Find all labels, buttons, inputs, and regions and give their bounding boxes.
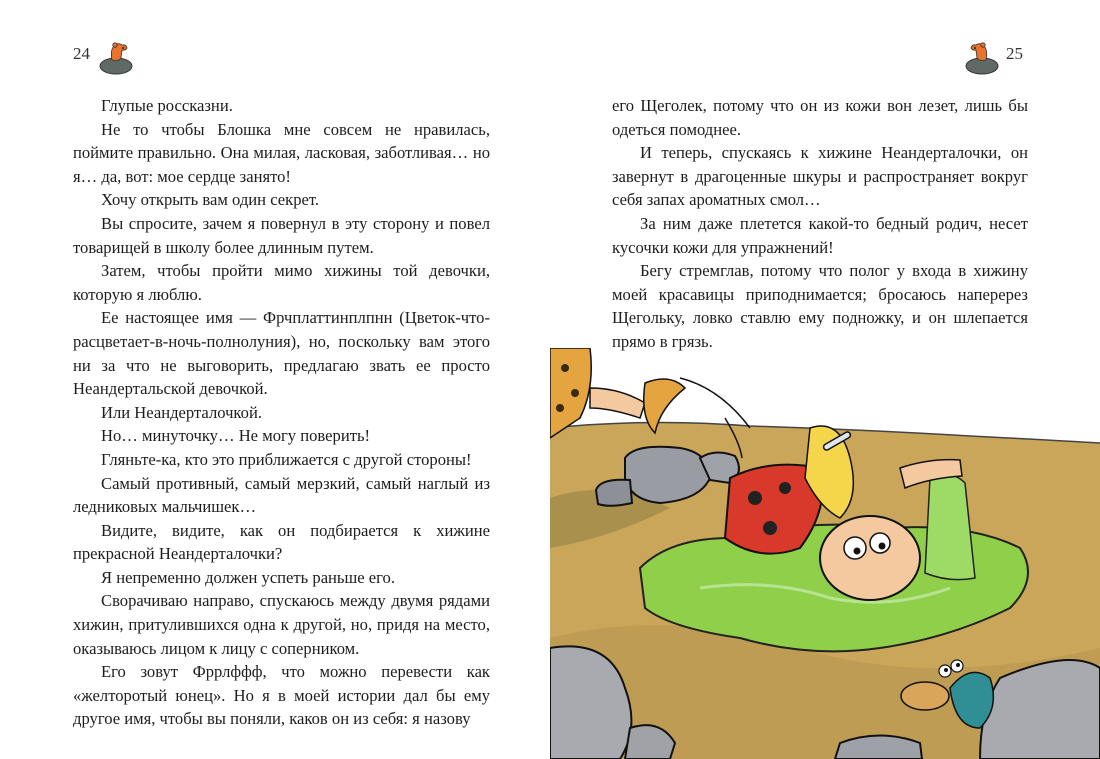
paragraph: За ним даже плетется какой-то бедный родич, несет кусочки кожи для упражнений! bbox=[612, 213, 1028, 257]
caveman-on-rock-icon bbox=[96, 36, 136, 76]
paragraph: Ее настоящее имя — Фрчплаттинплпнн (Цветок-что-расцветает-в-ночь-полнолуния), но, поскольку вам этого ни за что не выговорить, предлагаю звать ее просто Неандертальской девочкой. bbox=[73, 308, 490, 399]
paragraph: И теперь, спускаясь к хижине Неандерталочки, он завернут в драгоценные шкуры и распространяет вокруг себя запах ароматных смол… bbox=[612, 143, 1028, 210]
paragraph: Видите, видите, как он подбирается к хижине прекрасной Неандерталочки? bbox=[73, 520, 490, 564]
right-page-text bbox=[612, 94, 1028, 354]
paragraph: Глупые россказни. bbox=[101, 96, 233, 115]
mud-puddle-illustration bbox=[550, 348, 1100, 759]
paragraph: Или Неандерталочкой. bbox=[101, 402, 262, 422]
paragraph: Не то чтобы Блошка мне совсем не нравилась, поймите правильно. Она милая, ласковая, заботливая… но я… да, вот: мое сердце занято! bbox=[73, 119, 490, 186]
paragraph: его Щеголек, потому что он из кожи вон лезет, лишь бы одеться помоднее. bbox=[612, 96, 1028, 139]
paragraph: Бегу стремглав, потому что полог у входа в хижину моей красавицы приподнимается; бросаюсь наперерез Щегольку, ловко ставлю ему подножку, и он шлепается прямо в грязь. bbox=[612, 261, 1028, 351]
left-page-text bbox=[73, 94, 490, 731]
page-number: 25 bbox=[1006, 44, 1023, 63]
paragraph: Хочу открыть вам один секрет. bbox=[101, 190, 320, 210]
right-page bbox=[550, 0, 1100, 759]
page-number: 24 bbox=[73, 44, 90, 63]
caveman-on-rock-icon bbox=[962, 36, 1002, 76]
paragraph: Вы спросите, зачем я повернул в эту сторону и повел товарищей в школу более длинным путем. bbox=[73, 213, 490, 257]
paragraph: Самый противный, самый мерзкий, самый наглый из ледниковых мальчишек… bbox=[73, 473, 490, 517]
paragraph: Затем, чтобы пройти мимо хижины той девочки, которую я люблю. bbox=[73, 261, 490, 304]
paragraph: Я непременно должен успеть раньше его. bbox=[101, 567, 395, 587]
paragraph: Гляньте-ка, кто это приближается с другой стороны! bbox=[101, 449, 472, 469]
paragraph: Сворачиваю направо, спускаюсь между двумя рядами хижин, притулившихся одна к другой, но, придя на место, оказываюсь лицом к лицу с соперником. bbox=[73, 591, 490, 658]
paragraph: Но… минуточку… Не могу поверить! bbox=[101, 426, 371, 446]
paragraph: Его зовут Фррлффф, что можно перевести как «желторотый юнец». Но я в моей истории дал бы ему другое имя, чтобы вы поняли, каков он из себя: я назову bbox=[73, 662, 490, 729]
